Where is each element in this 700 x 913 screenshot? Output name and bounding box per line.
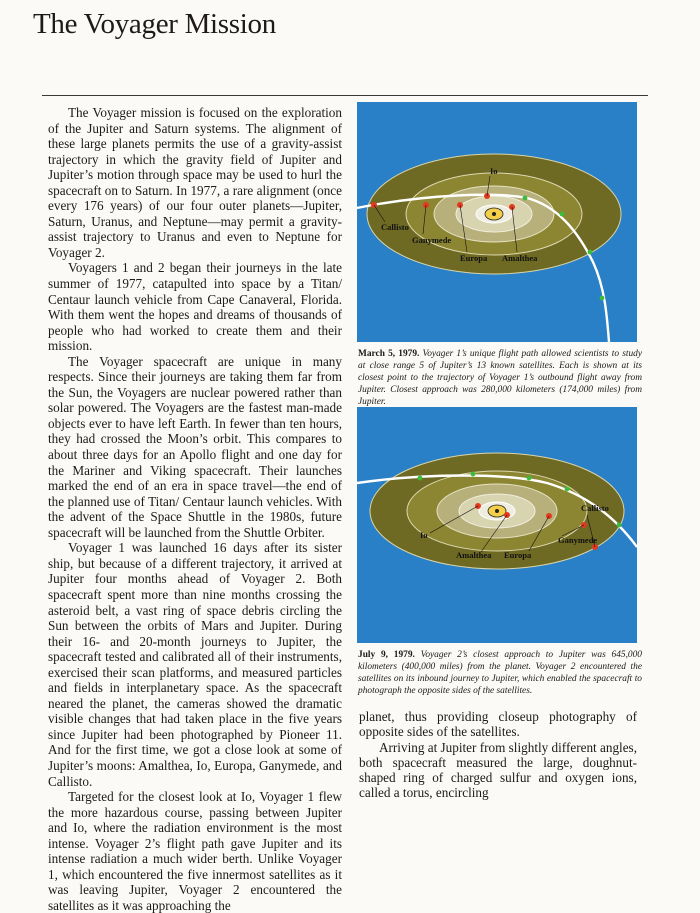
title-divider bbox=[42, 95, 648, 96]
paragraph: Targeted for the closest look at Io, Voyager 1 flew the more hazardous course, passing between Jupiter and Io, where the radiation environment is the most intense. Voyager 2’s flight path gave Jupiter and its intense radiation a much wider berth. Unlike Voyager 1, which encountered the five innermost satellites as it was leaving Jupiter, Voyager 2 encountered the satellites as it was approaching the bbox=[48, 789, 342, 913]
caption-date: July 9, 1979. bbox=[358, 650, 415, 660]
paragraph: planet, thus providing closeup photography of opposite sides of the satellites. bbox=[359, 709, 637, 740]
spacecraft-marker bbox=[418, 476, 423, 481]
jupiter-center bbox=[495, 509, 499, 513]
paragraph: The Voyager mission is focused on the exploration of the Jupiter and Saturn systems. The alignment of these large planets permits the use of a gravity-assist trajectory in which the gravity field of Jupiter and Jupiter’s motion through space may be used to hurl the spacecraft on to Saturn. In 1977, a rare alignment (once every 176 years) of our four outer planets—Jupiter, Saturn, Uranus, and Neptune—may permit a gravity-assist trajectory to Uranus and even to Neptune for Voyager 2. bbox=[48, 105, 342, 260]
figure2-caption bbox=[358, 649, 642, 697]
amalthea-label: Amalthea bbox=[456, 550, 492, 560]
ganymede-label: Ganymede bbox=[558, 535, 598, 545]
amalthea-label: Amalthea bbox=[502, 253, 538, 263]
spacecraft-marker bbox=[588, 250, 593, 255]
europa-label: Europa bbox=[460, 253, 488, 263]
paragraph: Voyagers 1 and 2 began their journeys in the late summer of 1977, catapulted into space by a Titan/ Centaur launch vehicle from Cape Canaveral, Florida. With them went the hopes and dreams of thousands of people who had worked to create them and their mission. bbox=[48, 260, 342, 354]
ganymede-label: Ganymede bbox=[412, 235, 452, 245]
europa-label: Europa bbox=[504, 550, 532, 560]
caption-text: Voyager 1’s unique flight path allowed scientists to study at close range 5 of Jupiter’s 13 known satellites. Each is shown at its closest point to the trajectory of Voyager 1’s outbound flight away from Jupiter. Closest approach was 280,000 kilometers (174,000 miles) from Jupiter. bbox=[358, 349, 642, 407]
spacecraft-marker bbox=[527, 476, 532, 481]
figure-voyager1-flightpath bbox=[357, 102, 637, 342]
spacecraft-marker bbox=[565, 487, 570, 492]
spacecraft-marker bbox=[523, 196, 528, 201]
io-label: Io bbox=[490, 166, 498, 176]
caption-text: Voyager 2’s closest approach to Jupiter was 645,000 kilometers (400,000 miles) from the planet. Voyager 2 encountered the satellites on its inbound journey to Jupiter, which enabled the spacecraft to photograph the opposite sides of the satellites. bbox=[358, 650, 642, 696]
paragraph: Voyager 1 was launched 16 days after its sister ship, but because of a different trajectory, it arrived at Jupiter four months ahead of Voyager 2. Both spacecraft spent more than nine months crossing the asteroid belt, a vast ring of space debris circling the Sun between the orbits of Mars and Jupiter. During their 16- and 20-month journeys to Jupiter, the spacecraft tested and calibrated all of their instruments, exercised their scan platforms, and measured particles and fields in interplanetary space. As the spacecraft neared the planet, the cameras showed the dramatic visible changes that had taken place in the five years since Jupiter had been photographed by Pioneer 11. And for the first time, we got a close look at some of Jupiter’s moons: Amalthea, Io, Europa, Ganymede, and Callisto. bbox=[48, 540, 342, 789]
io-label: Io bbox=[420, 530, 428, 540]
right-column-text bbox=[359, 709, 637, 801]
jupiter-center bbox=[492, 212, 496, 216]
callisto-label: Callisto bbox=[381, 222, 409, 232]
spacecraft-marker bbox=[600, 296, 605, 301]
spacecraft-marker bbox=[560, 212, 565, 217]
spacecraft-marker bbox=[471, 472, 476, 477]
left-column bbox=[48, 105, 342, 913]
paragraph: Arriving at Jupiter from slightly different angles, both spacecraft measured the large, doughnut-shaped ring of charged sulfur and oxygen ions, called a torus, encircling bbox=[359, 739, 637, 801]
figure1-caption bbox=[358, 348, 642, 408]
page-title: The Voyager Mission bbox=[33, 8, 276, 40]
voyager1-orbit-diagram bbox=[357, 102, 637, 342]
figure-voyager2-flightpath bbox=[357, 407, 637, 643]
paragraph: The Voyager spacecraft are unique in many respects. Since their journeys are taking them far from the Sun, the Voyagers are nuclear powered rather than solar powered. The Voyagers are the fastest man-made objects ever to have left Earth. In fewer than ten hours, they had crossed the Moon’s orbit. This compares to about three days for an Apollo flight and one day for the Mariner and Viking spacecraft. Their launches marked the end of an era in space travel—the end of the planned use of Titan/ Centaur launch vehicles. With the advent of the Space Shuttle in the 1980s, future spacecraft will be launched from the Shuttle Orbiter. bbox=[48, 353, 342, 540]
spacecraft-marker bbox=[617, 523, 622, 528]
callisto-label: Callisto bbox=[581, 503, 609, 513]
voyager2-orbit-diagram bbox=[357, 407, 637, 643]
caption-date: March 5, 1979. bbox=[358, 349, 420, 359]
